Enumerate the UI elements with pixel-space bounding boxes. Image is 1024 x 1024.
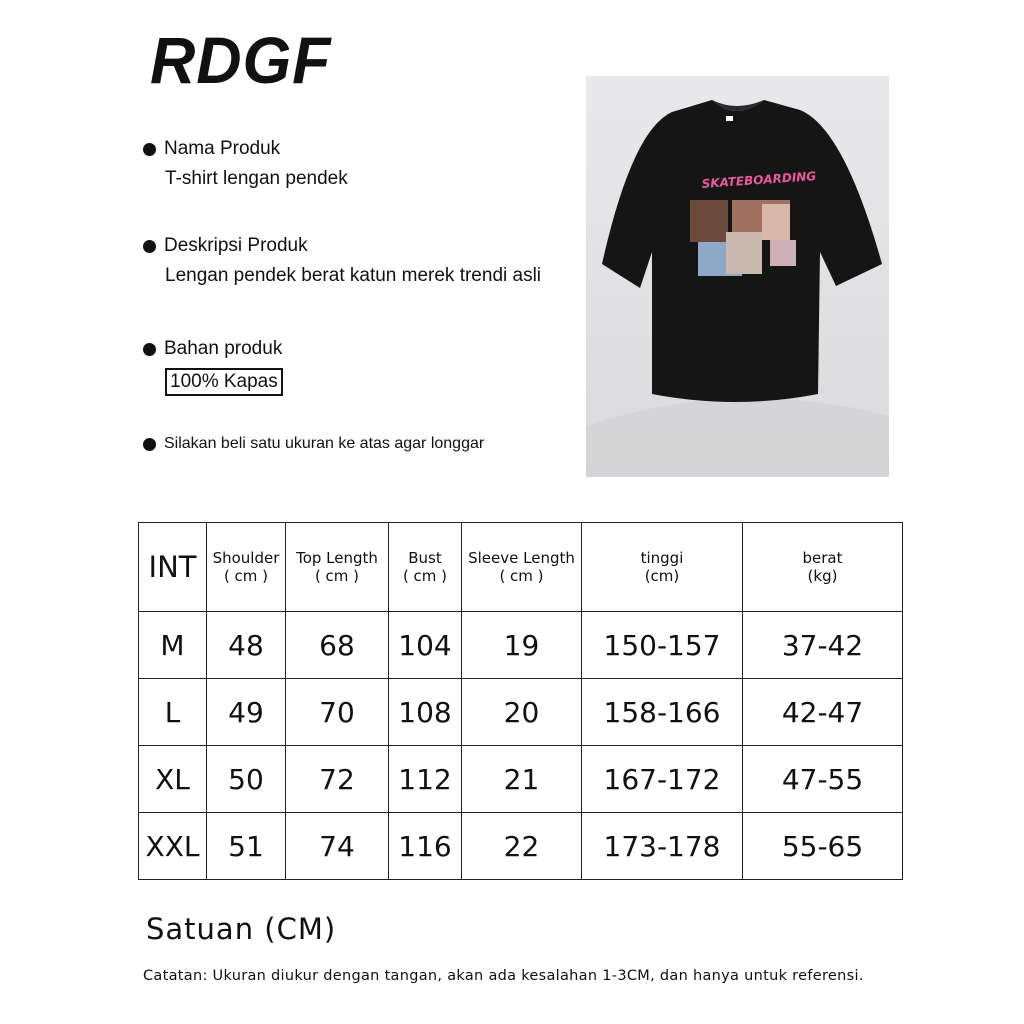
product-material-value: 100% Kapas (165, 368, 283, 396)
table-cell: 173-178 (582, 813, 743, 880)
table-cell: 112 (389, 746, 462, 813)
table-cell: 108 (389, 679, 462, 746)
table-cell: 50 (207, 746, 286, 813)
table-cell: 104 (389, 612, 462, 679)
bullet-icon (143, 143, 156, 156)
measurement-note: Catatan: Ukuran diukur dengan tangan, akan ada kesalahan 1-3CM, dan hanya untuk referensi. (143, 968, 864, 984)
product-material-section (143, 338, 283, 396)
table-cell: M (139, 612, 207, 679)
table-cell: 72 (286, 746, 389, 813)
table-cell: 20 (462, 679, 582, 746)
table-row (139, 746, 903, 813)
table-cell: 48 (207, 612, 286, 679)
table-cell: 74 (286, 813, 389, 880)
table-cell: 42-47 (743, 679, 903, 746)
table-cell: XL (139, 746, 207, 813)
table-cell: 22 (462, 813, 582, 880)
product-photo (586, 76, 889, 477)
table-header-row (139, 523, 903, 612)
table-cell: 49 (207, 679, 286, 746)
product-name-title: Nama Produk (164, 138, 281, 159)
tshirt-illustration (586, 76, 889, 477)
product-name-value: T-shirt lengan pendek (165, 168, 348, 189)
bullet-icon (143, 438, 156, 451)
units-label: Satuan (CM) (146, 912, 337, 946)
table-cell: 68 (286, 612, 389, 679)
product-description-section (143, 235, 541, 287)
header-cell: Shoulder ( cm ) (207, 523, 286, 612)
table-cell: 70 (286, 679, 389, 746)
product-description-value: Lengan pendek berat katun merek trendi asli (165, 265, 542, 286)
header-cell: Bust ( cm ) (389, 523, 462, 612)
table-cell: 167-172 (582, 746, 743, 813)
table-cell: 116 (389, 813, 462, 880)
table-cell: 55-65 (743, 813, 903, 880)
table-cell: 150-157 (582, 612, 743, 679)
header-cell: INT (139, 523, 207, 612)
size-advice-section (143, 435, 484, 453)
table-row (139, 813, 903, 880)
bullet-icon (143, 240, 156, 253)
table-cell: 158-166 (582, 679, 743, 746)
bullet-icon (143, 343, 156, 356)
product-name-section (143, 138, 348, 190)
print-text: SKATEBOARDING (701, 169, 817, 191)
table-row (139, 612, 903, 679)
table-cell: 51 (207, 813, 286, 880)
table-cell: 21 (462, 746, 582, 813)
header-cell: berat (kg) (743, 523, 903, 612)
table-cell: XXL (139, 813, 207, 880)
size-advice-text: Silakan beli satu ukuran ke atas agar longgar (164, 435, 485, 452)
table-cell: 47-55 (743, 746, 903, 813)
table-cell: 37-42 (743, 612, 903, 679)
table-cell: L (139, 679, 207, 746)
header-cell: Top Length ( cm ) (286, 523, 389, 612)
brand-logo: RDGF (150, 23, 332, 97)
product-description-title: Deskripsi Produk (164, 235, 308, 256)
header-cell: Sleeve Length ( cm ) (462, 523, 582, 612)
header-cell: tinggi (cm) (582, 523, 743, 612)
table-cell: 19 (462, 612, 582, 679)
product-material-title: Bahan produk (164, 338, 283, 359)
size-chart-table (138, 522, 903, 880)
table-row (139, 679, 903, 746)
